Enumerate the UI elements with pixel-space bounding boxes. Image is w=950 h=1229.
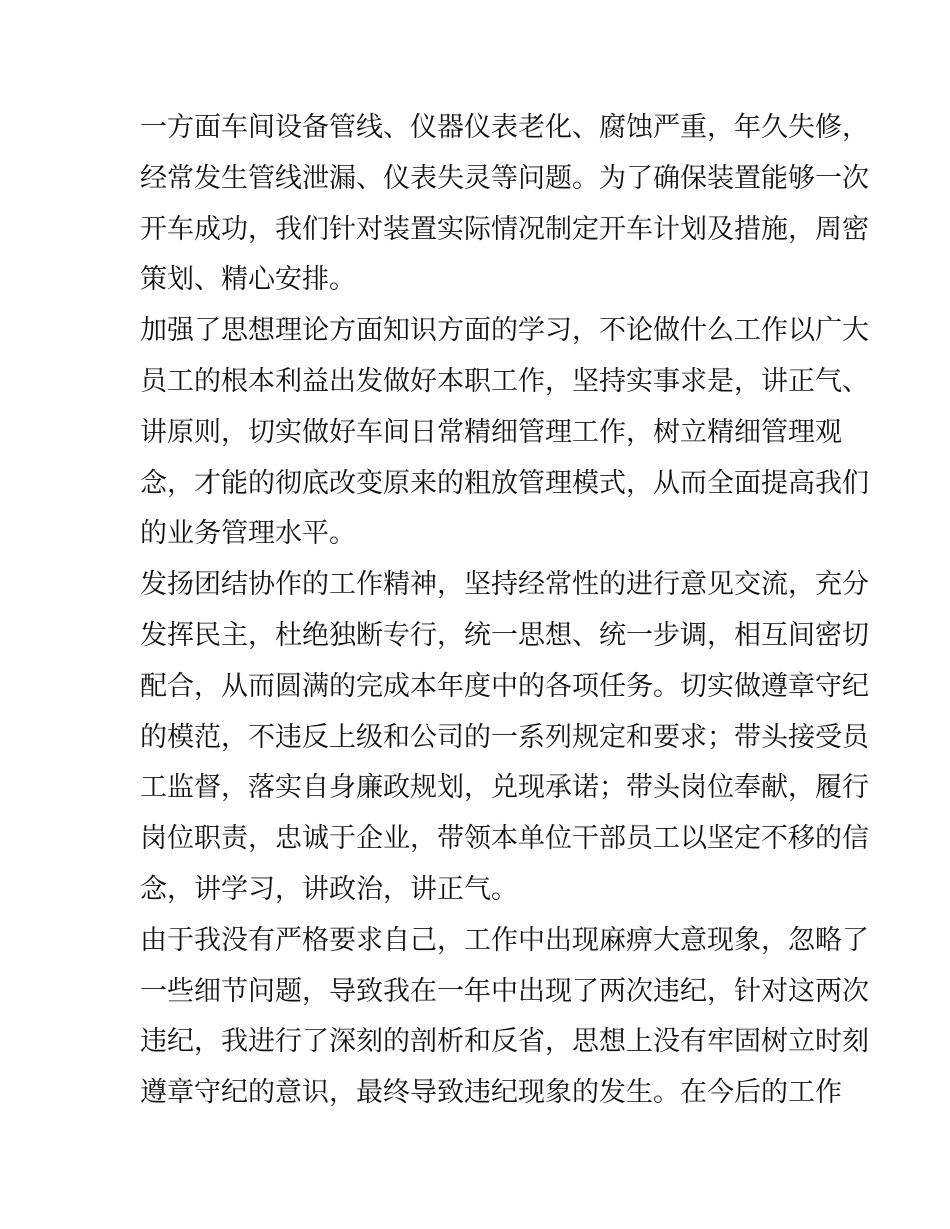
text-line: 念，才能的彻底改变原来的粗放管理模式，从而全面提高我们 bbox=[140, 467, 869, 499]
text-line: 配合，从而圆满的完成本年度中的各项任务。切实做遵章守纪 bbox=[140, 670, 869, 702]
text-line: 策划、精心安排。 bbox=[140, 264, 356, 296]
text-line: 岗位职责，忠诚于企业，带领本单位干部员工以坚定不移的信 bbox=[140, 823, 869, 855]
text-line: 念，讲学习，讲政治，讲正气。 bbox=[140, 873, 518, 905]
text-line: 一方面车间设备管线、仪器仪表老化、腐蚀严重，年久失修， bbox=[140, 112, 869, 143]
document-body bbox=[140, 103, 869, 1119]
text-line: 遵章守纪的意识，最终导致违纪现象的发生。在今后的工作 bbox=[140, 1077, 842, 1109]
text-line: 一些细节问题，导致我在一年中出现了两次违纪，针对这两次 bbox=[140, 975, 869, 1007]
text-line: 违纪，我进行了深刻的剖析和反省，思想上没有牢固树立时刻 bbox=[140, 1026, 869, 1058]
text-line: 讲原则，切实做好车间日常精细管理工作，树立精细管理观 bbox=[140, 416, 842, 448]
text-line: 加强了思想理论方面知识方面的学习，不论做什么工作以广大 bbox=[140, 315, 869, 347]
text-line: 发挥民主，杜绝独断专行，统一思想、统一步调，相互间密切 bbox=[140, 619, 869, 651]
text-line: 的模范，不违反上级和公司的一系列规定和要求；带头接受员 bbox=[140, 721, 869, 753]
text-line: 的业务管理水平。 bbox=[140, 518, 356, 550]
text-line: 员工的根本利益出发做好本职工作，坚持实事求是，讲正气、 bbox=[140, 365, 869, 397]
text-line: 发扬团结协作的工作精神，坚持经常性的进行意见交流，充分 bbox=[140, 569, 869, 601]
text-line: 开车成功，我们针对装置实际情况制定开车计划及措施，周密 bbox=[140, 213, 869, 245]
text-line: 经常发生管线泄漏、仪表失灵等问题。为了确保装置能够一次 bbox=[140, 162, 869, 194]
text-line: 工监督，落实自身廉政规划，兑现承诺；带头岗位奉献，履行 bbox=[140, 772, 869, 804]
text-line: 由于我没有严格要求自己，工作中出现麻痹大意现象，忽略了 bbox=[140, 924, 869, 956]
